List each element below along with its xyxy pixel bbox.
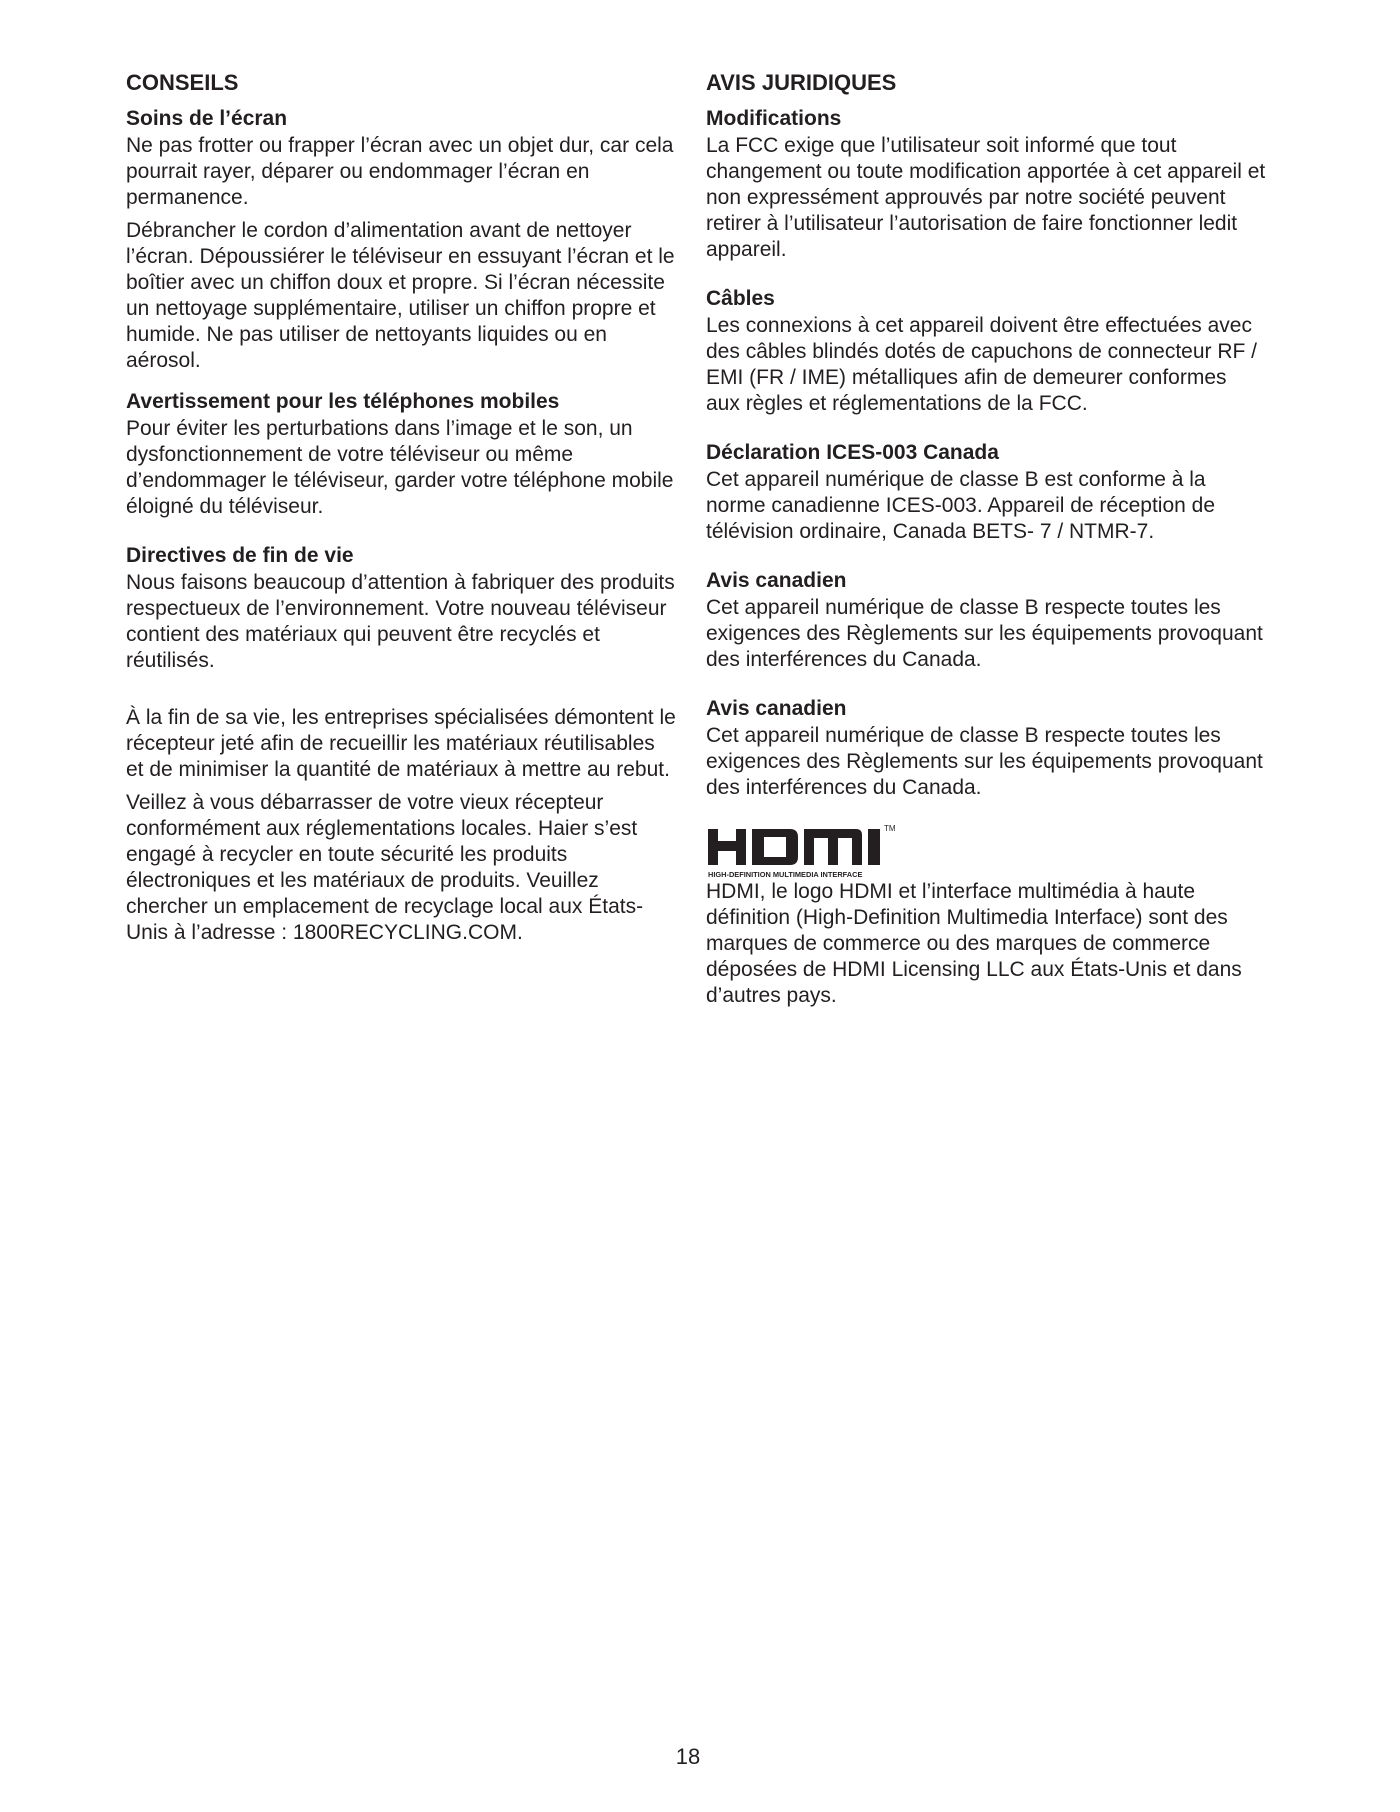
paragraph-hdmi-trademark: HDMI, le logo HDMI et l’interface multimédia à haute définition (High-Definition Multimedia Interface) sont des marques de commerce ou des marques de commerce déposées de HDMI Licensing LLC aux États-Unis et dans d’autres pays. <box>706 880 1242 1007</box>
hdmi-tm-mark: TM <box>884 824 896 833</box>
paragraph-cables: Les connexions à cet appareil doivent être effectuées avec des câbles blindés dotés de capuchons de connecteur RF / EMI (FR / IME) métalliques afin de demeurer conformes aux règles et réglementations de la FCC. <box>706 314 1258 415</box>
heading-mobile-warning: Avertissement pour les téléphones mobiles <box>126 390 560 413</box>
paragraph-end-of-life-1: Nous faisons beaucoup d’attention à fabriquer des produits respectueux de l’environnement. Votre nouveau téléviseur contient des matériaux qui peuvent être recyclés et réutilisés. <box>126 571 675 672</box>
paragraph-end-of-life-3: Veillez à vous débarrasser de votre vieux récepteur conformément aux réglementations locales. Haier s’est engagé à recycler en toute sécurité les produits électroniques et les matériaux de produits. Veuillez chercher un emplacement de recyclage local aux États-Unis à l’adresse : 1800RECYCLING.COM. <box>126 791 644 944</box>
heading-screen-care: Soins de l’écran <box>126 107 288 130</box>
heading-end-of-life: Directives de fin de vie <box>126 544 354 567</box>
page-number: 18 <box>675 1744 701 1769</box>
heading-canadian-notice-1: Avis canadien <box>706 569 847 592</box>
heading-cables: Câbles <box>706 287 775 310</box>
hdmi-tagline: HIGH-DEFINITION MULTIMEDIA INTERFACE <box>708 870 863 879</box>
paragraph-end-of-life-2: À la fin de sa vie, les entreprises spécialisées démontent le récepteur jeté afin de recueillir les matériaux réutilisables et de minimiser la quantité de matériaux à mettre au rebut. <box>126 706 676 781</box>
paragraph-modifications: La FCC exige que l’utilisateur soit informé que tout changement ou toute modification apportée à cet appareil et non expressément approuvés par notre société peuvent retirer à l’utilisateur l’autorisation de faire fonctionner ledit appareil. <box>706 134 1266 261</box>
left-column <box>126 70 676 953</box>
paragraph-mobile-warning: Pour éviter les perturbations dans l’image et le son, un dysfonctionnement de votre téléviseur ou même d’endommager le téléviseur, garder votre téléphone mobile éloigné du téléviseur. <box>126 417 674 518</box>
heading-ices: Déclaration ICES-003 Canada <box>706 441 999 464</box>
section-title-conseils: CONSEILS <box>126 70 239 95</box>
heading-canadian-notice-2: Avis canadien <box>706 697 847 720</box>
hdmi-logo-icon <box>706 821 936 879</box>
paragraph-canadian-notice-1: Cet appareil numérique de classe B respecte toutes les exigences des Règlements sur les équipements provoquant des interférences du Canada. <box>706 596 1263 671</box>
paragraph-screen-care-1: Ne pas frotter ou frapper l’écran avec un objet dur, car cela pourrait rayer, déparer ou endommager l’écran en permanence. <box>126 134 674 209</box>
paragraph-ices: Cet appareil numérique de classe B est conforme à la norme canadienne ICES-003. Appareil de réception de télévision ordinaire, Canada BETS- 7 / NTMR-7. <box>706 468 1216 543</box>
heading-modifications: Modifications <box>706 107 842 130</box>
paragraph-screen-care-2: Débrancher le cordon d’alimentation avant de nettoyer l’écran. Dépoussiérer le téléviseur en essuyant l’écran et le boîtier avec un chiffon doux et propre. Si l’écran nécessite un nettoyage supplémentaire, utiliser un chiffon propre et humide. Ne pas utiliser de nettoyants liquides ou en aérosol. <box>126 219 675 372</box>
section-title-legal: AVIS JURIDIQUES <box>706 70 897 95</box>
right-column <box>706 70 1266 1016</box>
paragraph-canadian-notice-2: Cet appareil numérique de classe B respecte toutes les exigences des Règlements sur les équipements provoquant des interférences du Canada. <box>706 724 1263 799</box>
